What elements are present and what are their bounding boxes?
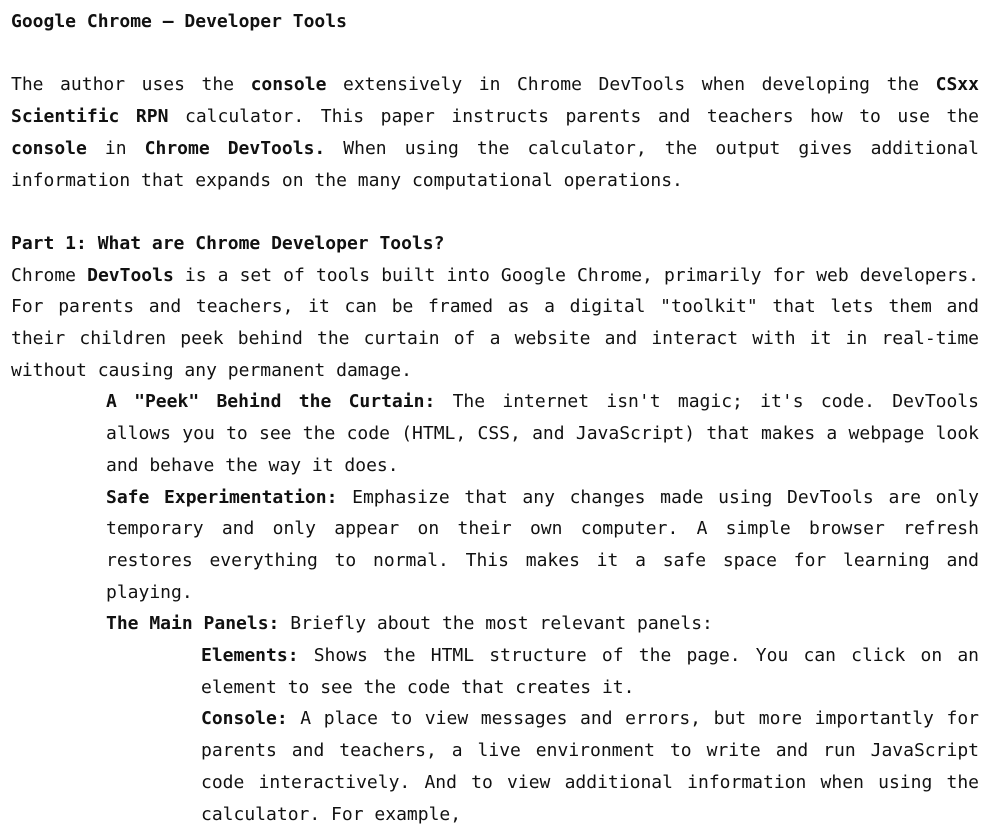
part1-text-2: is a set of tools built into Google Chrome, primarily for web developers. For parents and teachers, it can be framed as a digital "toolkit" that lets them and their children peek behind the curtain of a website and interact with it in real-time without causing any permanent damage. [11,264,979,381]
panel-item-label: Console: [201,708,288,730]
intro-bold-console: console [250,74,327,96]
panel-item-console [201,703,979,830]
intro-text-5: When using the calculator, the output gives additional information that expands on the many computational operations. [11,137,979,191]
list-item-text: The internet isn't magic; it's code. DevTools allows you to see the code (HTML, CSS, and JavaScript) that makes a webpage look and behave the way it does. [106,391,980,476]
part1-text-1: Chrome [11,264,88,286]
panel-item-elements [201,640,979,703]
part1-bold-devtools: DevTools [87,264,174,286]
intro-bold-devtools: Chrome DevTools. [144,137,326,159]
list-item-safe-experimentation [106,482,979,609]
intro-text-4: in [86,137,145,159]
intro-paragraph [11,69,979,196]
part1-heading: Part 1: What are Chrome Developer Tools? [11,232,445,254]
intro-text-2: extensively in Chrome DevTools when developing the [326,74,936,96]
list-item-label: A "Peek" Behind the Curtain: [106,391,436,413]
panel-item-text: Shows the HTML structure of the page. You can click on an element to see the code that creates it. [201,645,979,698]
intro-bold-console-2: console [11,137,87,159]
intro-bold-calculator: CSxx Scientific RPN [11,74,979,128]
intro-text-3: calculator. This paper instructs parents and teachers how to use the [168,106,980,128]
spacer [11,196,979,228]
panel-item-text: A place to view messages and errors, but more importantly for parents and teachers, a live environment to write and run JavaScript code interactively. And to view additional information when using the calculator. For example, [201,708,979,825]
list-item-text: Briefly about the most relevant panels: [279,613,713,635]
list-item-text: Emphasize that any changes made using DevTools are only temporary and only appear on their own computer. A simple browser refresh restores everything to normal. This makes it a safe space for learning and playing. [106,486,979,603]
document-title: Google Chrome – Developer Tools [11,11,347,32]
intro-text-1: The author uses the [11,74,251,96]
part1-paragraph [11,260,979,387]
list-item-peek [106,386,979,481]
spacer [11,38,979,70]
list-item-main-panels [106,608,979,640]
list-item-label: The Main Panels: [106,613,280,635]
panel-item-label: Elements: [201,645,299,667]
list-item-label: Safe Experimentation: [106,486,338,508]
